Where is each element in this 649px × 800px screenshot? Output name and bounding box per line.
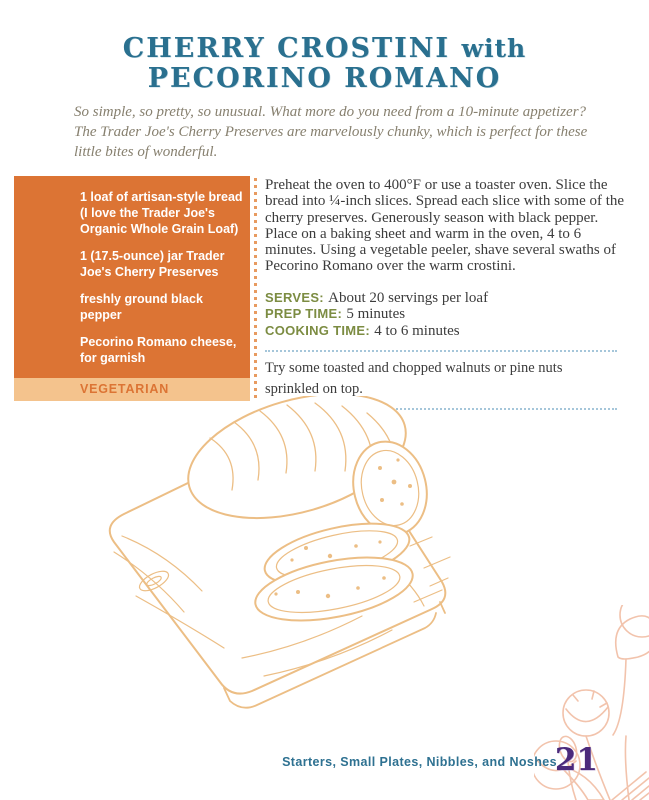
prep-time-label: PREP TIME: bbox=[265, 306, 343, 321]
ingredients-box bbox=[14, 176, 250, 401]
ingredient-item: freshly ground black pepper bbox=[80, 292, 203, 323]
recipe-meta bbox=[265, 290, 632, 340]
page-number: 21 bbox=[554, 742, 598, 778]
content-row bbox=[0, 176, 649, 410]
meta-row-prep-time bbox=[265, 306, 632, 323]
recipe-title-line1 bbox=[0, 34, 649, 64]
footer-section-title: Starters, Small Plates, Nibbles, and Noshes bbox=[282, 755, 557, 769]
meta-row-serves bbox=[265, 290, 632, 307]
recipe-title-line2: PECORINO ROMANO bbox=[147, 63, 502, 95]
ingredient-item: Pecorino Romano cheese, for garnish bbox=[80, 335, 237, 366]
page-title bbox=[0, 0, 649, 94]
meta-row-cooking-time bbox=[265, 323, 632, 340]
cooking-time-label: COOKING TIME: bbox=[265, 322, 371, 338]
ingredient-item: 1 (17.5-ounce) jar Trader Joe's Cherry Preserves bbox=[80, 249, 225, 280]
ingredient-item: 1 loaf of artisan-style bread (I love the Trader Joe's Organic Whole Grain Loaf) bbox=[80, 190, 243, 237]
dotted-edge-divider bbox=[254, 178, 257, 401]
recipe-title-connector: with bbox=[461, 34, 527, 63]
diet-badge: VEGETARIAN bbox=[14, 378, 250, 401]
cooking-time-value: 4 to 6 minutes bbox=[374, 322, 460, 339]
prep-time-value: 5 minutes bbox=[346, 306, 406, 322]
recipe-title-main: CHERRY CROSTINI bbox=[122, 33, 451, 64]
ingredients-list bbox=[14, 176, 250, 378]
tip-note: Try some toasted and chopped walnuts or pine nuts sprinkled on top. bbox=[265, 350, 617, 410]
bread-loaf-illustration bbox=[92, 396, 572, 726]
recipe-body-column bbox=[265, 176, 632, 410]
recipe-intro: So simple, so pretty, so unusual. What more do you need from a 10-minute appetizer? The Trader Joe's Cherry Preserves are marvelously chunky, which is perfect for these little bites of wonderful. bbox=[74, 104, 588, 161]
serves-label: SERVES: bbox=[265, 289, 324, 305]
instructions-paragraph: Preheat the oven to 400°F or use a toaster oven. Slice the bread into ¼-inch slices. Spread each slice with some of the cherry preserves. Generously season with black pepper. Place on a baking sheet and warm in the oven, 4 to 6 minutes. Using a vegetable peeler, shave several swaths of Pecorino Romano over the warm crostini. bbox=[265, 177, 625, 275]
serves-value: About 20 servings per loaf bbox=[328, 289, 489, 306]
